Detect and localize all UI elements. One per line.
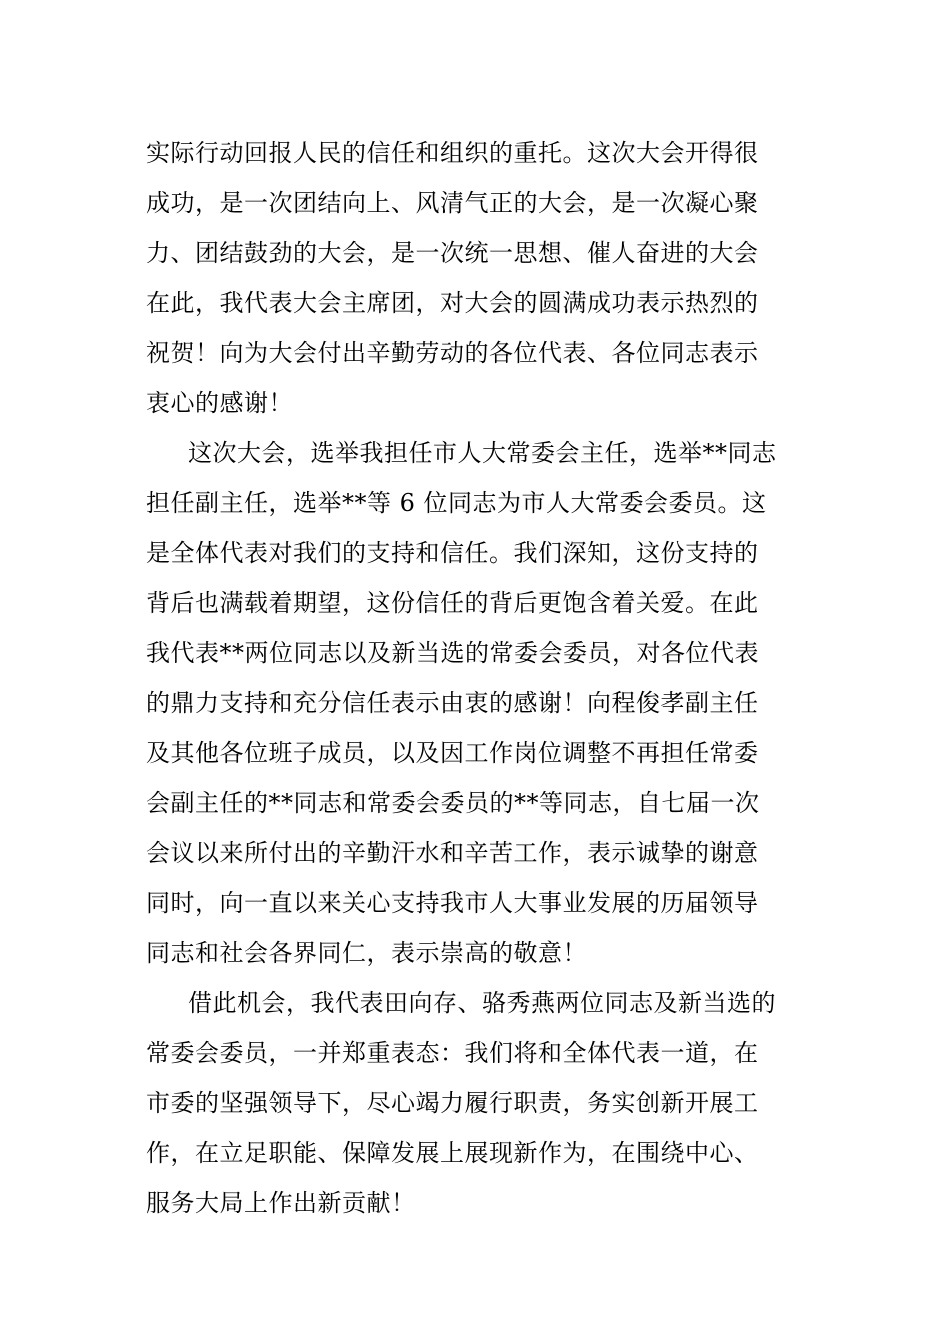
text-line: 是全体代表对我们的支持和信任。我们深知，这份支持的 [146, 539, 759, 567]
text-line: 衷心的感谢！ [146, 389, 293, 417]
text-line: 服务大局上作出新贡献！ [146, 1189, 416, 1217]
document-body [146, 128, 808, 1228]
text-line: 会副主任的**同志和常委会委员的**等同志，自七届一次 [146, 789, 760, 817]
text-line: 及其他各位班子成员，以及因工作岗位调整不再担任常委 [146, 739, 759, 767]
text-line: 借此机会，我代表田向存、骆秀燕两位同志及新当选的 [188, 989, 776, 1017]
text-line: 作，在立足职能、保障发展上展现新作为，在围绕中心、 [146, 1139, 759, 1167]
text-line: 我代表**两位同志以及新当选的常委会委员，对各位代表 [146, 639, 759, 667]
text-line: 力、团结鼓劲的大会，是一次统一思想、催人奋进的大会 [146, 239, 759, 267]
text-line: 在此，我代表大会主席团，对大会的圆满成功表示热烈的 [146, 289, 759, 317]
text-line: 同志和社会各界同仁，表示崇高的敬意！ [146, 939, 587, 967]
paragraph-1 [146, 128, 808, 428]
text-line: 这次大会，选举我担任市人大常委会主任，选举**同志 [188, 439, 777, 467]
text-line: 成功，是一次团结向上、风清气正的大会，是一次凝心聚 [146, 189, 759, 217]
paragraph-2 [146, 428, 808, 978]
text-line: 祝贺！向为大会付出辛勤劳动的各位代表、各位同志表示 [146, 339, 759, 367]
text-line: 的鼎力支持和充分信任表示由衷的感谢！向程俊孝副主任 [146, 689, 759, 717]
paragraph-3 [146, 978, 808, 1228]
text-line: 会议以来所付出的辛勤汗水和辛苦工作，表示诚挚的谢意 [146, 839, 759, 867]
text-line: 担任副主任，选举**等 6 位同志为市人大常委会委员。这 [146, 489, 767, 517]
text-line: 同时，向一直以来关心支持我市人大事业发展的历届领导 [146, 889, 759, 917]
text-line: 背后也满载着期望，这份信任的背后更饱含着关爱。在此 [146, 589, 759, 617]
text-line: 市委的坚强领导下，尽心竭力履行职责，务实创新开展工 [146, 1089, 759, 1117]
text-line: 常委会委员，一并郑重表态：我们将和全体代表一道，在 [146, 1039, 759, 1067]
text-line: 实际行动回报人民的信任和组织的重托。这次大会开得很 [146, 139, 759, 167]
